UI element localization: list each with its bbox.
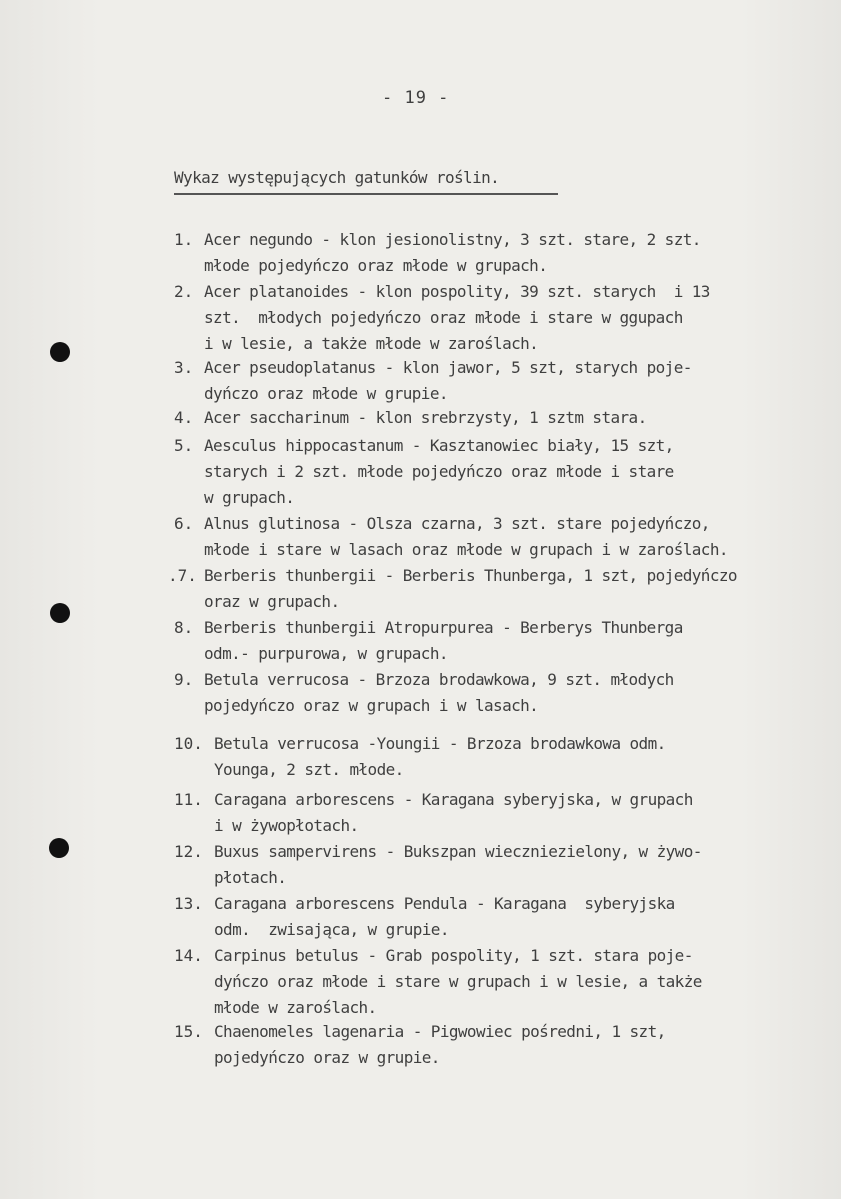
- entry-line: Berberis thunbergii - Berberis Thunberga, 1 szt, pojedyńczo: [204, 566, 737, 585]
- entry-number: 8.: [174, 618, 194, 637]
- entry-line: Acer saccharinum - klon srebrzysty, 1 sztm stara.: [204, 408, 647, 427]
- entry-number: 1.: [174, 230, 194, 249]
- entry-number: 14.: [174, 946, 203, 965]
- entry-line: w grupach.: [204, 488, 295, 507]
- entry-line: Carpinus betulus - Grab pospolity, 1 szt. stara poje-: [214, 946, 693, 965]
- entry-number: 5.: [174, 436, 194, 455]
- entry-line: młode i stare w lasach oraz młode w grupach i w zaroślach.: [204, 540, 728, 559]
- entry-line: Chaenomeles lagenaria - Pigwowiec pośredni, 1 szt,: [214, 1022, 666, 1041]
- list-heading: Wykaz występujących gatunków roślin.: [174, 168, 500, 187]
- entry-line: i w żywopłotach.: [214, 816, 359, 835]
- entry-line: dyńczo oraz młode w grupie.: [204, 384, 448, 403]
- entry-line: odm. zwisająca, w grupie.: [214, 920, 449, 939]
- entry-line: starych i 2 szt. młode pojedyńczo oraz młode i stare: [204, 462, 674, 481]
- entry-line: Caragana arborescens - Karagana syberyjska, w grupach: [214, 790, 693, 809]
- entry-line: Betula verrucosa - Brzoza brodawkowa, 9 szt. młodych: [204, 670, 674, 689]
- entry-line: Aesculus hippocastanum - Kasztanowiec biały, 15 szt,: [204, 436, 674, 455]
- entry-line: i w lesie, a także młode w zaroślach.: [204, 334, 539, 353]
- entry-number: 15.: [174, 1022, 203, 1041]
- entry-line: Younga, 2 szt. młode.: [214, 760, 404, 779]
- entry-number: .7.: [168, 566, 197, 585]
- entry-line: Alnus glutinosa - Olsza czarna, 3 szt. stare pojedyńczo,: [204, 514, 710, 533]
- entry-line: oraz w grupach.: [204, 592, 340, 611]
- entry-line: Acer pseudoplatanus - klon jawor, 5 szt, starych poje-: [204, 358, 692, 377]
- heading-underline: [174, 193, 558, 195]
- entry-line: Caragana arborescens Pendula - Karagana syberyjska: [214, 894, 675, 913]
- entry-number: 4.: [174, 408, 194, 427]
- entry-number: 3.: [174, 358, 194, 377]
- entry-line: pojedyńczo oraz w grupie.: [214, 1048, 440, 1067]
- entry-line: płotach.: [214, 868, 287, 887]
- entry-number: 6.: [174, 514, 194, 533]
- entry-number: 12.: [174, 842, 203, 861]
- entry-line: dyńczo oraz młode i stare w grupach i w lesie, a także: [214, 972, 702, 991]
- entry-line: Betula verrucosa -Youngii - Brzoza brodawkowa odm.: [214, 734, 666, 753]
- entry-number: 10.: [174, 734, 203, 753]
- entry-number: 13.: [174, 894, 203, 913]
- entry-line: Berberis thunbergii Atropurpurea - Berberys Thunberga: [204, 618, 683, 637]
- entry-number: 9.: [174, 670, 194, 689]
- entry-line: odm.- purpurowa, w grupach.: [204, 644, 448, 663]
- entry-line: pojedyńczo oraz w grupach i w lasach.: [204, 696, 539, 715]
- punch-hole-middle: [50, 603, 70, 623]
- entry-line: szt. młodych pojedyńczo oraz młode i stare w ggupach: [204, 308, 683, 327]
- entry-line: młode pojedyńczo oraz młode w grupach.: [204, 256, 548, 275]
- page-number: - 19 -: [382, 88, 450, 108]
- entry-line: Buxus sampervirens - Bukszpan wieczniezielony, w żywo-: [214, 842, 702, 861]
- entry-number: 2.: [174, 282, 194, 301]
- entry-line: Acer platanoides - klon pospolity, 39 szt. starych i 13: [204, 282, 710, 301]
- entry-line: młode w zaroślach.: [214, 998, 377, 1017]
- entry-line: Acer negundo - klon jesionolistny, 3 szt. stare, 2 szt.: [204, 230, 701, 249]
- punch-hole-top: [50, 342, 70, 362]
- punch-hole-bottom: [49, 838, 69, 858]
- entry-number: 11.: [174, 790, 203, 809]
